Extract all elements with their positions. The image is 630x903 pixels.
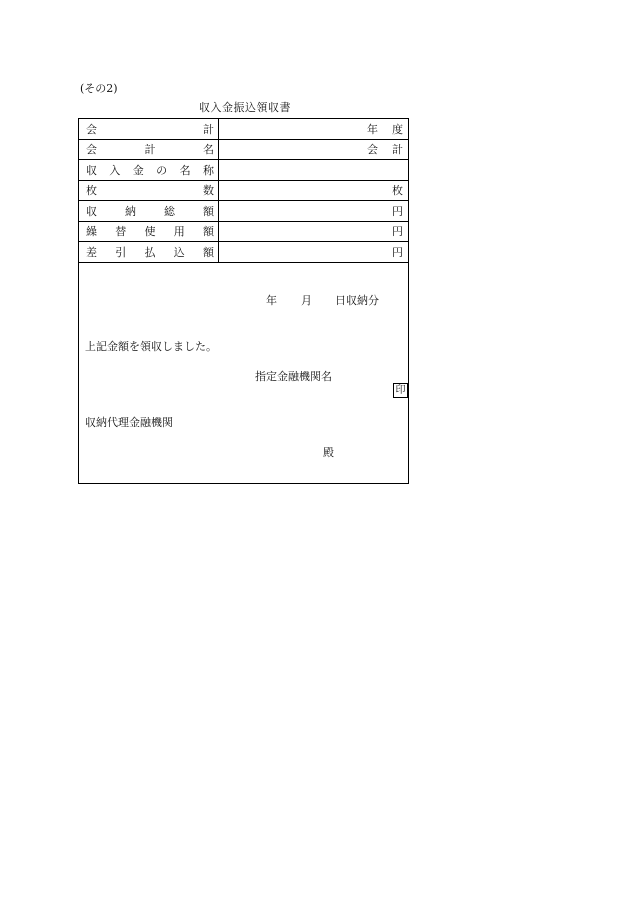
row-label-char: 収 <box>86 204 97 218</box>
designated-bank-label: 指定金融機関名 <box>255 370 332 383</box>
row-label-char: 数 <box>203 184 214 198</box>
row-label-char: 払 <box>144 245 156 259</box>
receipt-date-line <box>79 292 408 306</box>
row-label-char: 総 <box>164 204 175 218</box>
row-label-char: 会 <box>86 122 97 136</box>
row-label <box>79 140 219 160</box>
row-label <box>79 242 219 262</box>
row-label-char: 計 <box>203 122 214 136</box>
receipt-form <box>78 118 409 484</box>
row-label-char: 計 <box>144 143 156 157</box>
row-unit: 円 <box>392 225 403 239</box>
form-row <box>79 160 408 181</box>
seal-mark: 印 <box>393 383 408 398</box>
row-label-char: 称 <box>202 163 214 177</box>
row-label-char: 枚 <box>86 184 97 198</box>
row-label-char: 入 <box>109 163 121 177</box>
row-label-char: 込 <box>173 245 185 259</box>
row-label <box>79 181 219 201</box>
form-row <box>79 119 408 140</box>
row-label-char: 名 <box>203 143 214 157</box>
row-label-char: 会 <box>86 143 97 157</box>
row-unit: 計 <box>392 143 403 157</box>
row-value[interactable] <box>219 140 408 160</box>
row-label <box>79 119 219 139</box>
row-value[interactable] <box>219 181 408 201</box>
receipt-statement: 上記金額を領収しました。 <box>85 340 217 353</box>
row-label-char: 差 <box>86 245 97 259</box>
row-label-char: 収 <box>86 163 97 177</box>
page-caption: (その2) <box>80 82 118 95</box>
row-unit: 円 <box>392 245 403 259</box>
row-unit: 枚 <box>392 184 403 198</box>
row-value[interactable] <box>219 242 408 262</box>
row-label-char: 引 <box>115 245 127 259</box>
day-received-label: 日収納分 <box>335 294 379 307</box>
form-row <box>79 140 408 161</box>
row-label-char: の <box>156 163 168 177</box>
row-label-char: 替 <box>115 225 127 239</box>
year-label: 年 <box>266 294 277 307</box>
form-row <box>79 201 408 222</box>
row-value[interactable] <box>219 119 408 139</box>
row-label-char: 納 <box>125 204 136 218</box>
row-label-char: 名 <box>179 163 191 177</box>
form-row <box>79 222 408 243</box>
row-label-char: 金 <box>132 163 144 177</box>
document-title: 収入金振込領収書 <box>199 101 291 114</box>
row-value[interactable] <box>219 222 408 242</box>
row-label-char: 額 <box>203 245 214 259</box>
form-row <box>79 181 408 202</box>
row-value[interactable] <box>219 201 408 221</box>
row-unit: 年 <box>367 122 378 136</box>
row-label-char: 繰 <box>86 225 97 239</box>
row-unit: 円 <box>392 204 403 218</box>
agent-bank-label: 収納代理金融機関 <box>85 416 173 429</box>
row-label-char: 額 <box>203 225 214 239</box>
row-label <box>79 201 219 221</box>
honorific-label: 殿 <box>323 446 334 459</box>
row-unit: 度 <box>392 122 403 136</box>
row-label-char: 用 <box>173 225 185 239</box>
row-label <box>79 160 219 180</box>
form-row <box>79 242 408 263</box>
row-label-char: 額 <box>203 204 214 218</box>
row-label <box>79 222 219 242</box>
row-label-char: 使 <box>144 225 156 239</box>
row-unit: 会 <box>367 143 378 157</box>
month-label: 月 <box>301 294 312 307</box>
row-value[interactable] <box>219 160 408 180</box>
